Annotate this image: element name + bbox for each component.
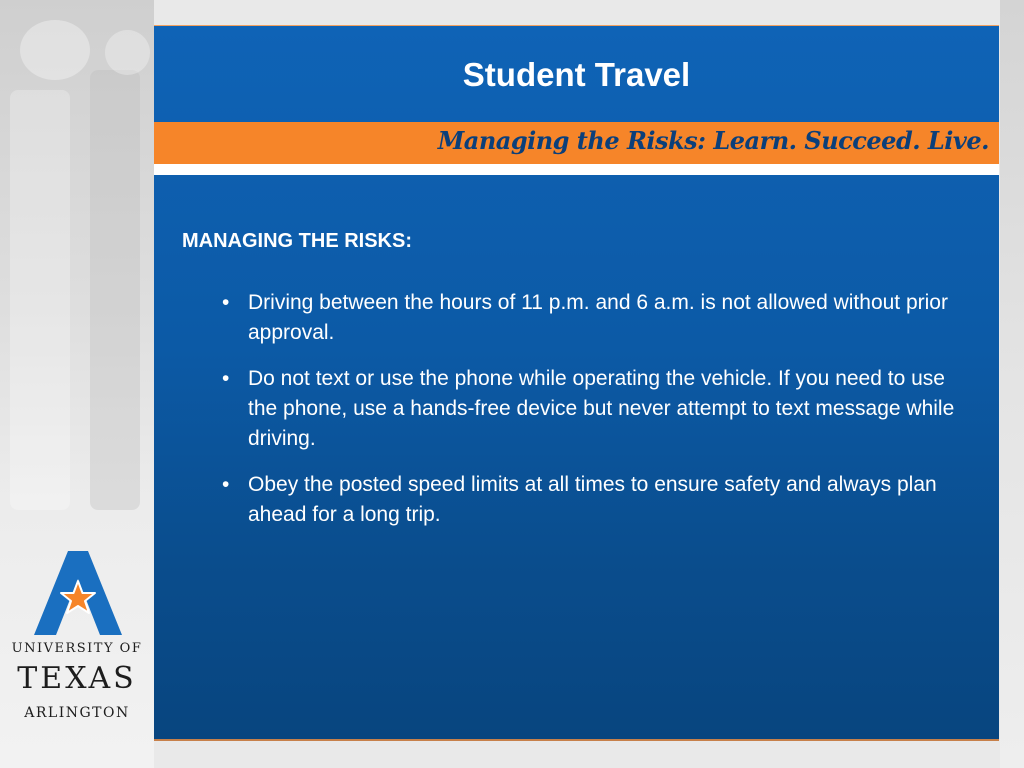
tagline: Managing the Risks: Learn. Succeed. Live.	[437, 126, 989, 155]
bullet-icon: •	[222, 367, 230, 390]
logo-text-university-of: UNIVERSITY OF	[11, 641, 143, 656]
bullet-text: Do not text or use the phone while operating the vehicle. If you need to use the phone, use a hands-free device but never attempt to text message while driving.	[248, 367, 955, 450]
bullet-list	[222, 288, 967, 546]
logo-text-arlington: ARLINGTON	[24, 705, 130, 721]
university-logo	[0, 545, 154, 735]
background-right-strip	[1000, 0, 1024, 768]
bullet-text: Obey the posted speed limits at all times to ensure safety and always plan ahead for a long trip.	[248, 473, 937, 526]
divider-strip	[154, 164, 999, 175]
bullet-item	[222, 364, 967, 454]
slide-panel	[154, 25, 999, 741]
bullet-text: Driving between the hours of 11 p.m. and 6 a.m. is not allowed without prior approval.	[248, 291, 948, 344]
slide-title: Student Travel	[462, 56, 691, 93]
bullet-item	[222, 470, 967, 530]
tagline-bar	[154, 122, 999, 164]
bullet-icon: •	[222, 291, 230, 314]
uta-a-star-logo-icon	[34, 551, 122, 635]
logo-text-texas: TEXAS	[17, 661, 137, 696]
bullet-icon: •	[222, 473, 230, 496]
bullet-item	[222, 288, 967, 348]
section-heading: MANAGING THE RISKS:	[182, 230, 412, 252]
